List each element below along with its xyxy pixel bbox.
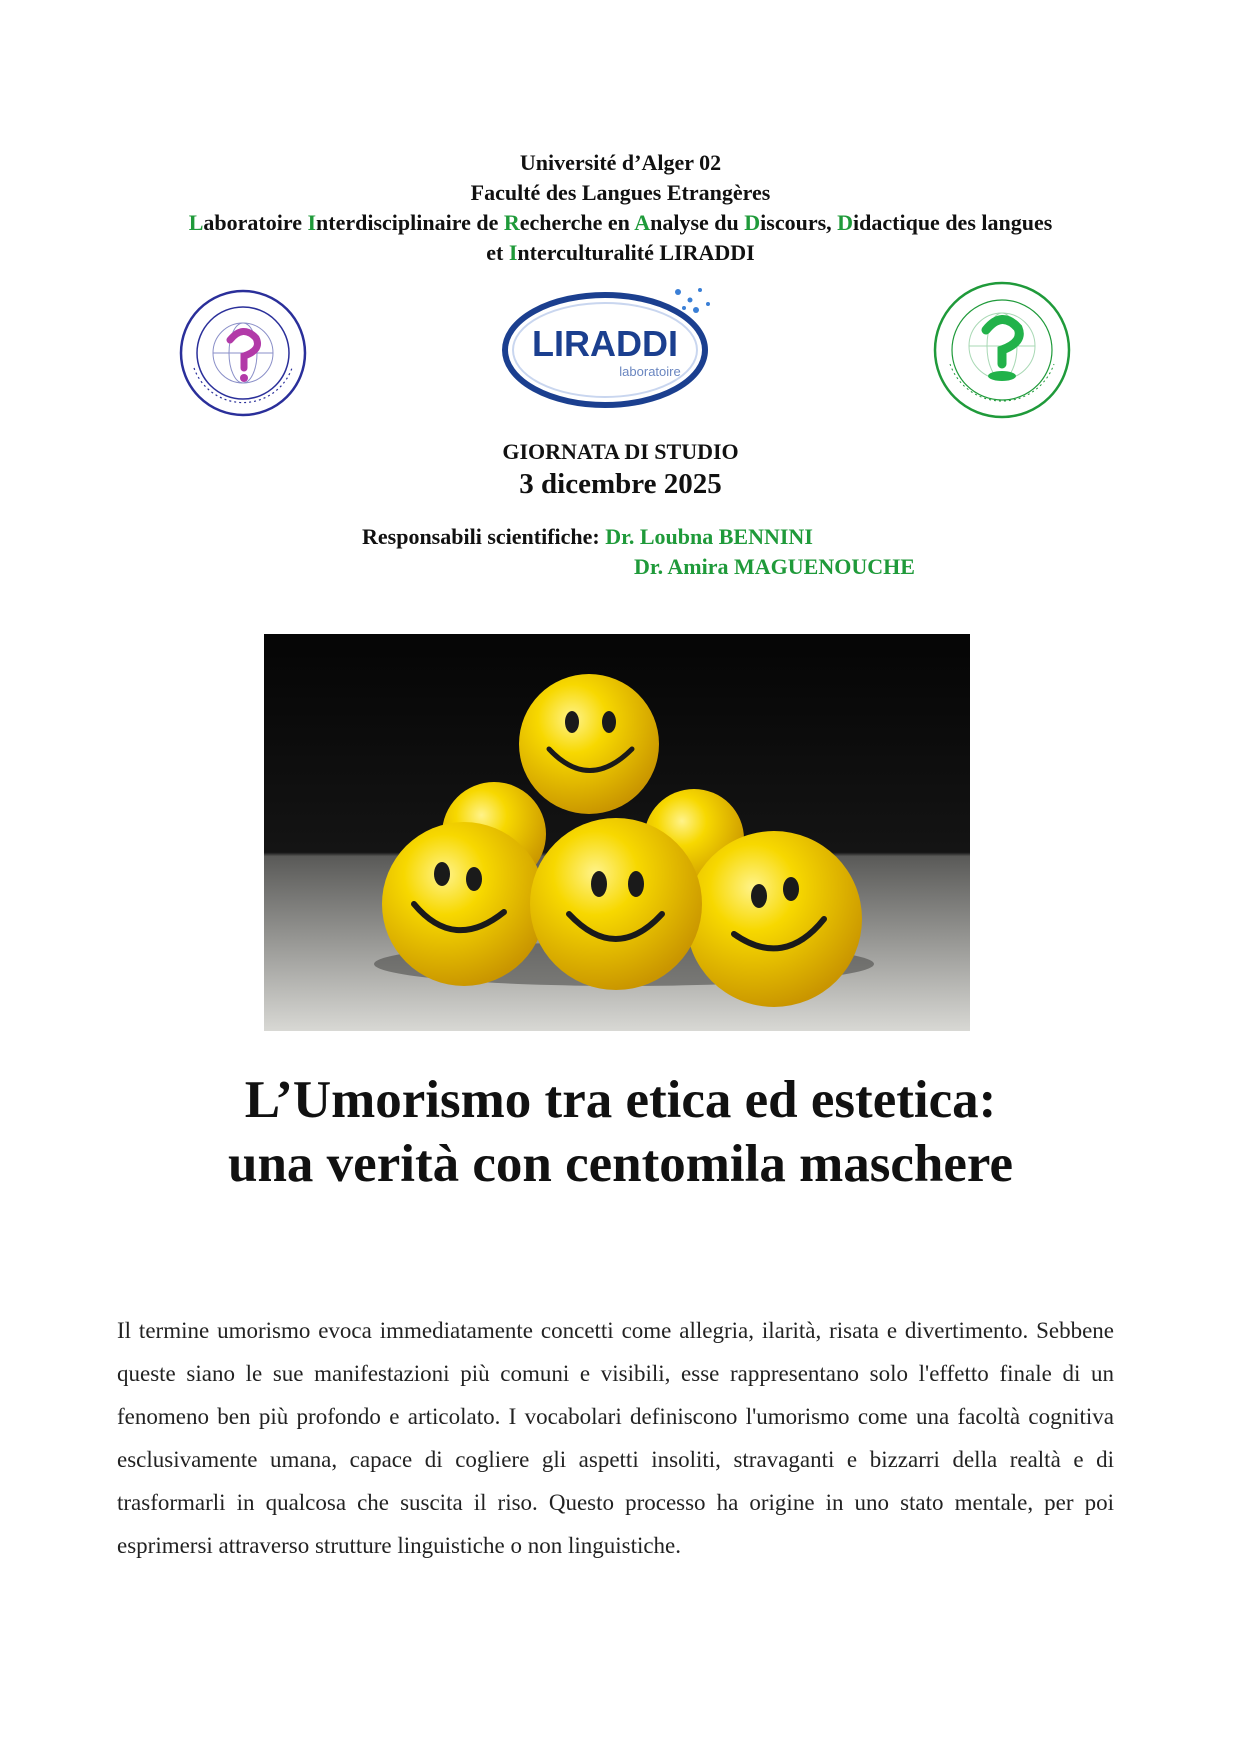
lab-line1-segment: idactique des langues bbox=[853, 210, 1053, 235]
liraddi-logo bbox=[500, 278, 725, 413]
title-line-1: L’Umorismo tra etica ed estetica: bbox=[244, 1071, 997, 1129]
faculty-name: Faculté des Langues Etrangères bbox=[470, 180, 771, 205]
lab-line1-segment: I bbox=[307, 210, 317, 235]
responsabile-name-2: Dr. Amira MAGUENOUCHE bbox=[634, 554, 915, 579]
lab-line1-segment: nalyse du bbox=[650, 210, 745, 235]
university-logo bbox=[932, 280, 1072, 420]
lab-line1-segment: echerche en bbox=[519, 210, 635, 235]
liraddi-subtitle: laboratoire bbox=[619, 364, 681, 379]
responsabili-block bbox=[362, 522, 915, 579]
sparkle-decoration bbox=[675, 288, 710, 313]
body-paragraph: Il termine umorismo evoca immediatamente concetti come allegria, ilarità, risata e divertimento. Sebbene queste siano le sue manifestazioni più comuni e visibili, esse rappresentano solo l'effetto finale di un fenomeno ben più profondo e articolato. I vocabolari definiscono l'umorismo come una facoltà cognitiva esclusivamente umana, capace di cogliere gli aspetti insoliti, stravaganti e bizzarri della realtà e di trasformarli in qualcosa che suscita il riso. Questo processo ha origine in uno stato mentale, per poi esprimersi attraverso strutture linguistiche o non linguistiche. bbox=[117, 1318, 1114, 1558]
lab-line1-segment: D bbox=[837, 210, 854, 235]
smiley-balls-photo bbox=[264, 634, 970, 1031]
lab-line1-segment: L bbox=[188, 210, 204, 235]
faculty-seal-logo bbox=[178, 288, 308, 418]
lab-line1-segment: R bbox=[503, 210, 520, 235]
lab-line2-segment: nterculturalité LIRADDI bbox=[517, 240, 755, 265]
document-title bbox=[0, 1068, 1241, 1196]
responsabile-name-1: Dr. Loubna BENNINI bbox=[605, 524, 813, 549]
lab-line1-segment: nterdisciplinaire de bbox=[316, 210, 504, 235]
responsabili-label: Responsabili scientifiche: bbox=[362, 524, 600, 549]
university-name: Université d’Alger 02 bbox=[519, 150, 722, 175]
liraddi-wordmark: LIRADDI bbox=[532, 323, 678, 364]
lab-line1-segment: A bbox=[634, 210, 651, 235]
event-type: GIORNATA DI STUDIO bbox=[502, 439, 739, 464]
lab-line2-segment: et bbox=[486, 240, 509, 265]
lab-line1-segment: iscours, bbox=[760, 210, 838, 235]
event-date: 3 dicembre 2025 bbox=[519, 468, 722, 500]
lab-line1-segment: aboratoire bbox=[203, 210, 308, 235]
laboratory-name-line1 bbox=[0, 208, 1241, 238]
header-block bbox=[0, 148, 1241, 268]
lab-line1-segment: D bbox=[744, 210, 761, 235]
laboratory-name-line2 bbox=[0, 238, 1241, 268]
title-line-2: una verità con centomila maschere bbox=[227, 1135, 1014, 1193]
lab-line2-segment: I bbox=[508, 240, 518, 265]
